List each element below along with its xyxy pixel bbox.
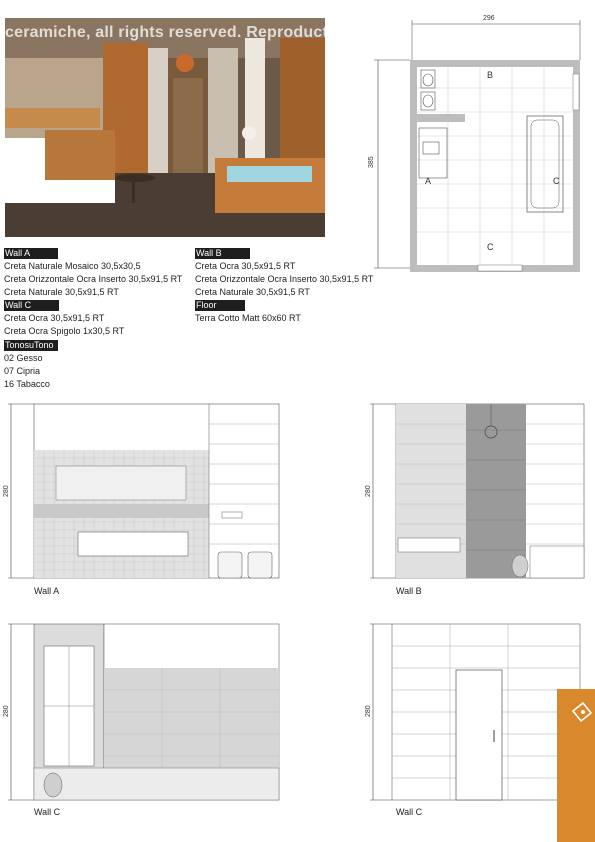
tile-logo-icon [557,689,595,749]
spec-line: Creta Ocra Spigolo 1x30,5 RT [4,326,125,336]
plan-label-c-right: C [553,176,560,186]
orange-side-tab[interactable] [557,689,595,842]
wall-a-height-dimension: 280 [3,485,10,497]
elevation-wall-c-2 [370,620,585,804]
spec-heading: Floor [195,300,245,311]
wall-b-height-dimension: 280 [365,485,372,497]
spec-line: Terra Cotto Matt 60x60 RT [195,313,301,323]
caption-wall-b: Wall B [396,586,422,596]
spec-wall-a [4,247,182,299]
caption-wall-c-1: Wall C [34,807,61,817]
plan-label-a: A [425,176,432,186]
spec-line: Creta Ocra 30,5x91,5 RT [195,261,296,271]
wall-c-1-height-dimension: 280 [3,705,10,717]
caption-wall-a: Wall A [34,586,60,596]
spec-wall-b [195,247,373,299]
spec-heading: Wall B [195,248,250,259]
wall-c-2-height-dimension: 280 [365,705,372,717]
elevation-wall-c-1 [8,620,283,804]
spec-floor [195,299,301,325]
spec-heading: Wall A [4,248,58,259]
spec-line: Creta Naturale 30,5x91,5 RT [195,287,310,297]
spec-line: 07 Cipria [4,366,41,376]
bathroom-photo [5,18,325,237]
elevation-wall-a [8,400,283,582]
plan-label-b: B [487,70,494,80]
spec-line: Creta Ocra 30,5x91,5 RT [4,313,105,323]
plan-label-c-bottom: C [487,242,494,252]
plan-depth-dimension: 385 [368,156,375,168]
spec-heading: Wall C [4,300,59,311]
spec-line: Creta Naturale Mosaico 30,5x30,5 [4,261,141,271]
plan-width-dimension: 296 [483,15,495,22]
spec-wall-c [4,299,124,338]
floor-plan [370,10,590,280]
spec-line: 16 Tabacco [4,379,50,389]
elevation-wall-b [370,400,590,582]
spec-line: Creta Orizzontale Ocra Inserto 30,5x91,5 RT [4,274,183,284]
spec-tonosutono [4,339,58,391]
watermark-text: ceramiche, all rights reserved. Reproduction of this image is prohibi [5,24,538,41]
spec-line: 02 Gesso [4,353,43,363]
spec-line: Creta Orizzontale Ocra Inserto 30,5x91,5 RT [195,274,374,284]
caption-wall-c-2: Wall C [396,807,423,817]
spec-line: Creta Naturale 30,5x91,5 RT [4,287,119,297]
spec-heading: TonosuTono [4,340,58,351]
